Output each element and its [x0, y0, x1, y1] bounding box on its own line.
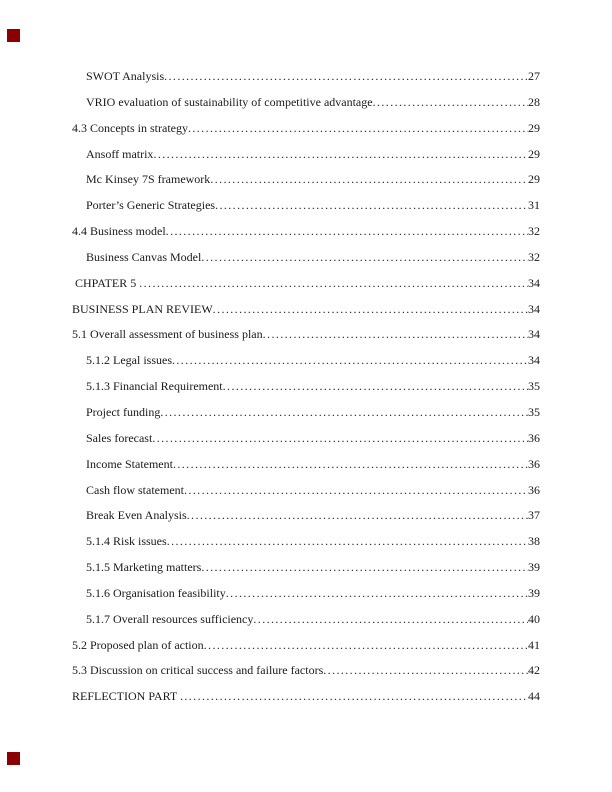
toc-entry-label: Cash flow statement: [86, 482, 184, 497]
toc-page-number: 39: [528, 560, 540, 575]
toc-entry-label: 5.1.2 Legal issues: [86, 353, 172, 368]
toc-entry[interactable]: [72, 167, 540, 193]
toc-page-number: 32: [528, 224, 540, 239]
dot-leader: [164, 64, 528, 90]
toc-page-number: 36: [528, 482, 540, 497]
toc-entry-label: Ansoff matrix: [86, 146, 154, 161]
toc-entry-label: BUSINESS PLAN REVIEW: [72, 301, 213, 316]
dot-leader: [160, 400, 528, 426]
toc-page-number: 34: [528, 301, 540, 316]
toc-entry-label: SWOT Analysis: [86, 69, 165, 83]
dot-leader: [173, 452, 528, 478]
dot-leader: [152, 426, 528, 452]
table-of-contents: [72, 64, 540, 710]
dot-leader: [201, 555, 528, 581]
toc-entry[interactable]: [72, 503, 540, 529]
toc-page-number: 34: [528, 327, 540, 342]
toc-page-number: 41: [528, 637, 540, 652]
toc-page-number: 32: [528, 249, 540, 264]
dot-leader: [139, 271, 528, 297]
dot-leader: [226, 581, 528, 607]
toc-entry-label: 5.1.3 Financial Requirement: [86, 379, 223, 394]
toc-page-number: 44: [528, 689, 540, 704]
toc-page-number: 40: [528, 611, 540, 626]
toc-entry-label: 5.2 Proposed plan of action: [72, 637, 204, 652]
toc-entry-label: Sales forecast: [86, 430, 153, 445]
toc-entry[interactable]: [72, 658, 540, 684]
toc-entry-label: Mc Kinsey 7S framework: [86, 172, 211, 187]
red-square-marker-bottom: [7, 752, 20, 765]
toc-entry-label: REFLECTION PART: [72, 689, 180, 704]
toc-entry[interactable]: [72, 245, 540, 271]
dot-leader: [180, 684, 528, 710]
red-square-marker-top: [7, 29, 20, 42]
dot-leader: [215, 193, 528, 219]
dot-leader: [213, 297, 528, 323]
toc-entry-label: Income Statement: [86, 456, 173, 471]
toc-entry-label: Business Canvas Model: [86, 249, 202, 264]
toc-entry[interactable]: [72, 633, 540, 659]
toc-page-number: 29: [528, 146, 540, 161]
toc-entry[interactable]: [72, 529, 540, 555]
dot-leader: [188, 116, 528, 142]
dot-leader: [373, 90, 528, 116]
dot-leader: [210, 167, 528, 193]
toc-entry[interactable]: [72, 607, 540, 633]
toc-page-number: 34: [528, 275, 540, 290]
toc-entry-label: 5.1.5 Marketing matters: [86, 560, 202, 575]
toc-entry-label: Project funding: [86, 404, 161, 419]
toc-entry-label: Break Even Analysis: [86, 508, 187, 523]
toc-entry-label: 5.1.4 Risk issues: [86, 534, 167, 549]
dot-leader: [172, 348, 528, 374]
toc-entry-label: 5.1.6 Organisation feasibility: [86, 585, 226, 600]
toc-entry[interactable]: [72, 452, 540, 478]
toc-entry[interactable]: [72, 555, 540, 581]
toc-page-number: 31: [528, 198, 540, 213]
toc-entry[interactable]: [72, 116, 540, 142]
toc-entry-label: CHPATER 5: [72, 275, 140, 290]
dot-leader: [223, 374, 528, 400]
dot-leader: [184, 478, 528, 504]
toc-entry[interactable]: [72, 400, 540, 426]
toc-page-number: 37: [528, 508, 540, 523]
dot-leader: [201, 245, 528, 271]
toc-entry[interactable]: [72, 322, 540, 348]
toc-page-number: 36: [528, 456, 540, 471]
dot-leader: [263, 322, 528, 348]
dot-leader: [167, 529, 528, 555]
toc-page-number: 28: [528, 94, 540, 109]
toc-entry[interactable]: [72, 219, 540, 245]
toc-page-number: 34: [528, 353, 540, 368]
toc-page-number: 29: [528, 172, 540, 187]
toc-entry[interactable]: [72, 193, 540, 219]
dot-leader: [153, 142, 528, 168]
toc-page-number: 27: [528, 69, 540, 83]
toc-page-number: 39: [528, 585, 540, 600]
dot-leader: [253, 607, 528, 633]
toc-entry[interactable]: [72, 90, 540, 116]
toc-page-number: 35: [528, 379, 540, 394]
toc-entry[interactable]: [72, 581, 540, 607]
toc-entry-label: 4.3 Concepts in strategy: [72, 120, 188, 135]
dot-leader: [323, 658, 528, 684]
toc-entry-label: 5.3 Discussion on critical success and failure factors: [72, 663, 324, 678]
toc-entry[interactable]: [72, 374, 540, 400]
toc-entry[interactable]: [72, 142, 540, 168]
toc-entry[interactable]: [72, 271, 540, 297]
toc-page-number: 35: [528, 404, 540, 419]
toc-entry[interactable]: [72, 348, 540, 374]
toc-entry[interactable]: [72, 684, 540, 710]
toc-entry-label: VRIO evaluation of sustainability of competitive advantage: [86, 94, 373, 109]
toc-page-number: 42: [528, 663, 540, 678]
dot-leader: [187, 503, 528, 529]
toc-entry[interactable]: [72, 478, 540, 504]
toc-page-number: 38: [528, 534, 540, 549]
toc-page-number: 36: [528, 430, 540, 445]
toc-entry-label: 5.1.7 Overall resources sufficiency: [86, 611, 254, 626]
toc-entry[interactable]: [72, 297, 540, 323]
toc-entry-label: 5.1 Overall assessment of business plan: [72, 327, 263, 342]
toc-entry-label: Porter’s Generic Strategies: [86, 198, 216, 213]
toc-entry[interactable]: [72, 426, 540, 452]
dot-leader: [166, 219, 528, 245]
toc-entry-label: 4.4 Business model: [72, 224, 166, 239]
toc-page-number: 29: [528, 120, 540, 135]
dot-leader: [204, 633, 528, 659]
toc-entry[interactable]: [72, 64, 540, 90]
